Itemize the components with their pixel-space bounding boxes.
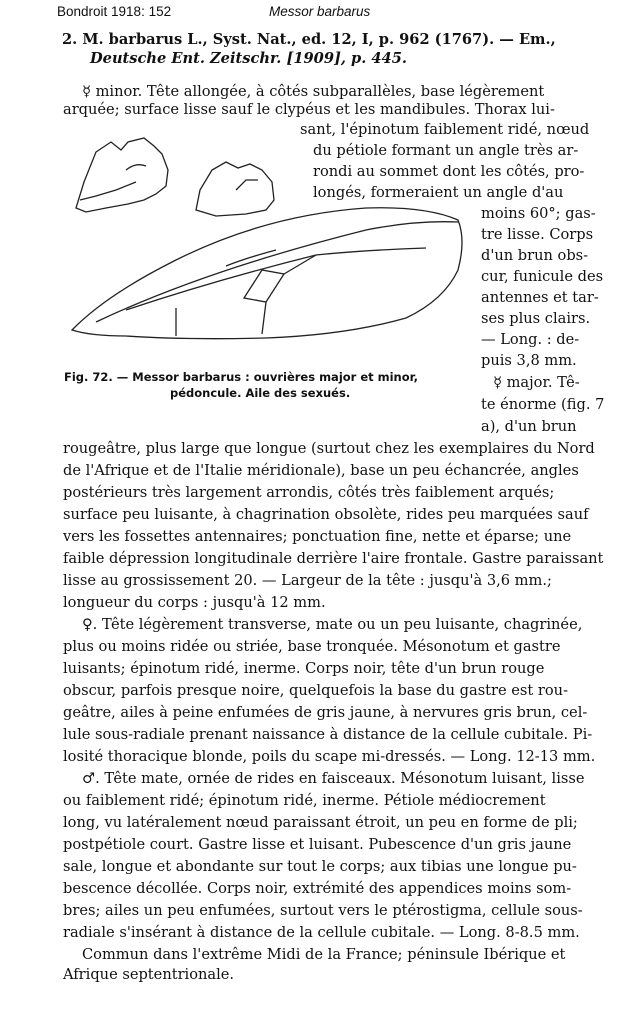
text-line-35: ♂. Tête mate, ornée de rides en faisceaux. Mésonotum luisant, lisse xyxy=(82,770,585,787)
text-line-4: arquée; surface lisse sauf le clypéus et les mandibules. Thorax lui- xyxy=(63,101,555,118)
text-line-37: long, vu latéralement nœud paraissant étroit, un peu en forme de pli; xyxy=(63,814,578,831)
text-line-7: rondi au sommet dont les côtés, pro- xyxy=(313,163,585,180)
figure-caption-line-2: pédoncule. Aile des sexués. xyxy=(170,386,351,400)
text-line-14: ses plus clairs. xyxy=(481,310,591,327)
header-species: Messor barbarus xyxy=(269,4,371,19)
text-line-2: Deutsche Ent. Zeitschr. [1909], p. 445. xyxy=(90,50,407,67)
text-line-22: postérieurs très largement arrondis, côtés très faiblement arqués; xyxy=(63,484,555,501)
text-line-36: ou faiblement ridé; épinotum ridé, inerme. Pétiole médiocrement xyxy=(63,792,546,809)
text-line-1: 2. M. barbarus L., Syst. Nat., ed. 12, I, p. 962 (1767). — Em., xyxy=(62,31,556,48)
wing-drawing xyxy=(72,208,462,339)
text-line-33: lule sous-radiale prenant naissance à distance de la cellule cubitale. Pi- xyxy=(63,726,593,743)
text-line-8: longés, formeraient un angle d'au xyxy=(313,184,564,201)
text-line-23: surface peu luisante, à chagrination obsolète, rides peu marquées sauf xyxy=(63,506,589,523)
text-line-9: moins 60°; gas- xyxy=(481,205,596,222)
text-line-6: du pétiole formant un angle très ar- xyxy=(313,142,579,159)
text-line-32: geâtre, ailes à peine enfumées de gris jaune, à nervures gris brun, cel- xyxy=(63,704,588,721)
text-line-44: Afrique septentrionale. xyxy=(63,966,235,983)
text-line-27: longueur du corps : jusqu'à 12 mm. xyxy=(63,594,326,611)
text-line-21: de l'Afrique et de l'Italie méridionale), base un peu échancrée, angles xyxy=(63,462,579,479)
petiole-drawing-major xyxy=(76,138,168,212)
text-line-15: — Long. : de- xyxy=(481,331,580,348)
text-line-38: postpétiole court. Gastre lisse et luisant. Pubescence d'un gris jaune xyxy=(63,836,572,853)
text-line-26: lisse au grossissement 20. — Largeur de la tête : jusqu'à 3,6 mm.; xyxy=(63,572,552,589)
petiole-drawing-minor xyxy=(196,162,274,216)
text-line-24: vers les fossettes antennaires; ponctuation fine, nette et éparse; une xyxy=(63,528,572,545)
text-line-12: cur, funicule des xyxy=(481,268,604,285)
text-line-25: faible dépression longitudinale derrière l'aire frontale. Gastre paraissant xyxy=(63,550,604,567)
text-line-41: bres; ailes un peu enfumées, surtout vers le ptérostigma, cellule sous- xyxy=(63,902,583,919)
text-line-29: plus ou moins ridée ou striée, base tronquée. Mésonotum et gastre xyxy=(63,638,561,655)
text-line-13: antennes et tar- xyxy=(481,289,599,306)
text-line-30: luisants; épinotum ridé, inerme. Corps noir, tête d'un brun rouge xyxy=(63,660,545,677)
text-line-20: rougeâtre, plus large que longue (surtout chez les exemplaires du Nord xyxy=(63,440,595,457)
header-source: Bondroit 1918: 152 xyxy=(57,4,172,19)
text-line-42: radiale s'insérant à distance de la cellule cubitale. — Long. 8-8.5 mm. xyxy=(63,924,580,941)
text-line-39: sale, longue et abondante sur tout le corps; aux tibias une longue pu- xyxy=(63,858,577,875)
text-line-17: ☿ major. Tê- xyxy=(493,374,580,391)
text-line-5: sant, l'épinotum faiblement ridé, nœud xyxy=(300,121,590,138)
text-line-43: Commun dans l'extrême Midi de la France; péninsule Ibérique et xyxy=(82,946,566,963)
text-line-28: ♀. Tête légèrement transverse, mate ou un peu luisante, chagrinée, xyxy=(82,616,583,633)
figure-72-drawing xyxy=(66,130,471,370)
text-line-10: tre lisse. Corps xyxy=(481,226,594,243)
text-line-16: puis 3,8 mm. xyxy=(481,352,577,369)
text-line-11: d'un brun obs- xyxy=(481,247,589,264)
text-line-34: losité thoracique blonde, poils du scape mi-dressés. — Long. 12-13 mm. xyxy=(63,748,596,765)
figure-caption-line-1: Fig. 72. — Messor barbarus : ouvrières major et minor, xyxy=(64,370,418,384)
text-line-40: bescence décollée. Corps noir, extrémité des appendices moins som- xyxy=(63,880,572,897)
text-line-18: te énorme (fig. 7 xyxy=(481,396,605,413)
text-line-31: obscur, parfois presque noire, quelquefois la base du gastre est rou- xyxy=(63,682,569,699)
text-line-19: a), d'un brun xyxy=(481,418,577,435)
text-line-3: ☿ minor. Tête allongée, à côtés subparallèles, base légèrement xyxy=(82,83,545,100)
